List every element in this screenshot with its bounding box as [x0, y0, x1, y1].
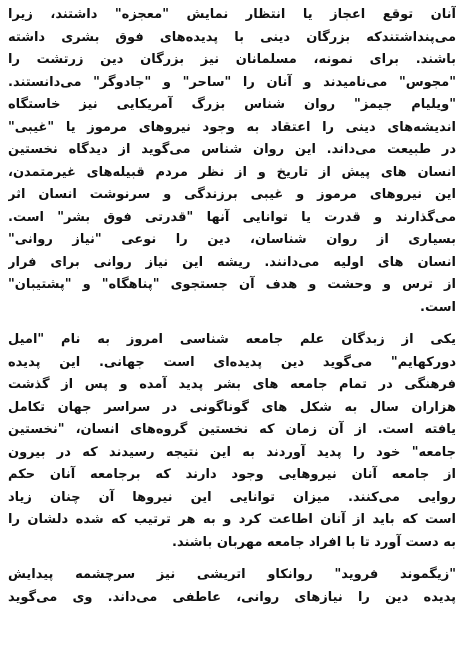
text-line: است. [420, 299, 456, 315]
paragraph-2 [8, 329, 456, 554]
text-line: می‌گذارند و قدرت یا توانایی آنها "قدرتی فوق بشر" است. [8, 209, 456, 225]
text-line: یکی از زبدگان علم جامعه شناسی امروز به نام "امیل [8, 332, 456, 347]
paragraph-3 [8, 564, 456, 609]
text-line: آنان توقع اعجاز یا انتظار نمایش "معجزه" داشتند، زیرا [8, 7, 456, 22]
paragraph-1 [8, 4, 456, 319]
text-line: از ترس و وحشت و هدف آن جستجوی "پناهگاه" و "پشتیبان" [8, 277, 456, 292]
text-line: هزاران سال به شکل های گوناگونی در سراسر جهان تکامل [8, 399, 456, 415]
text-line: می‌پنداشتندکه بزرگان دینی با پدیده‌های فوق بشری داشته [8, 29, 456, 45]
text-line: پدیده دین را نیازهای روانی، عاطفی می‌داند. وی می‌گوید [8, 589, 456, 605]
text-line: فرهنگی در تمام جامعه های بشر پدید آمده و پس از گذشت [8, 377, 456, 392]
text-line: "زیگموند فروید" روانکاو اتریشی نیز سرچشمه پیدایش [8, 567, 456, 582]
text-line: بسیاری از روان شناسان، دین را نوعی "نیاز روانی" [8, 232, 456, 247]
text-line: در طبیعت می‌داند. این روان شناس می‌گوید از دیدگاه نخستین [8, 142, 456, 157]
text-line: اندیشه‌های دینی را اعتقاد به وجود نیروهای مرموز یا "غیبی" [8, 119, 456, 135]
text-line: این نیروهای مرموز و غیبی برزندگی و سرنوشت انسان اثر [8, 187, 456, 202]
text-line: به دست آورد تا با افراد جامعه مهربان باشند. [172, 534, 456, 550]
text-line: روایی می‌کنند. میزان توانایی این نیروها آن چنان زیاد [8, 489, 456, 505]
text-line: "ویلیام جیمز" روان شناس بزرگ آمریکایی نیز خاستگاه [8, 97, 456, 112]
text-line: "مجوس" می‌نامیدند و آنان را "ساحر" و "جادوگر" می‌دانستند. [8, 74, 456, 90]
text-line: است که باید از آنان اطاعت کرد و به هر ترتیب که شده دلشان را [8, 512, 456, 527]
text-line: دورکهایم" می‌گوید دین پدیده‌ای است جهانی. این پدیده [8, 354, 456, 370]
text-line: انسان های اولیه می‌دانند. ریشه این نیاز روانی برای فرار [8, 254, 456, 270]
text-line: یافته است. از آن زمان که نخستین گروه‌های انسان، "نخستین [8, 422, 456, 437]
text-line: باشند. برای نمونه، مسلمانان نیز بزرگان دین زرتشت را [8, 52, 456, 67]
text-line: جامعه" خود را پدید آوردند به این نتیجه رسیدند که در بیرون [8, 444, 456, 460]
text-line: انسان های پیش از تاریخ و از نظر مردم قبیله‌های غیرمتمدن، [8, 164, 456, 180]
text-line: از جامعه آنان نیروهایی وجود دارند که برجامعه آنان حکم [8, 467, 456, 482]
